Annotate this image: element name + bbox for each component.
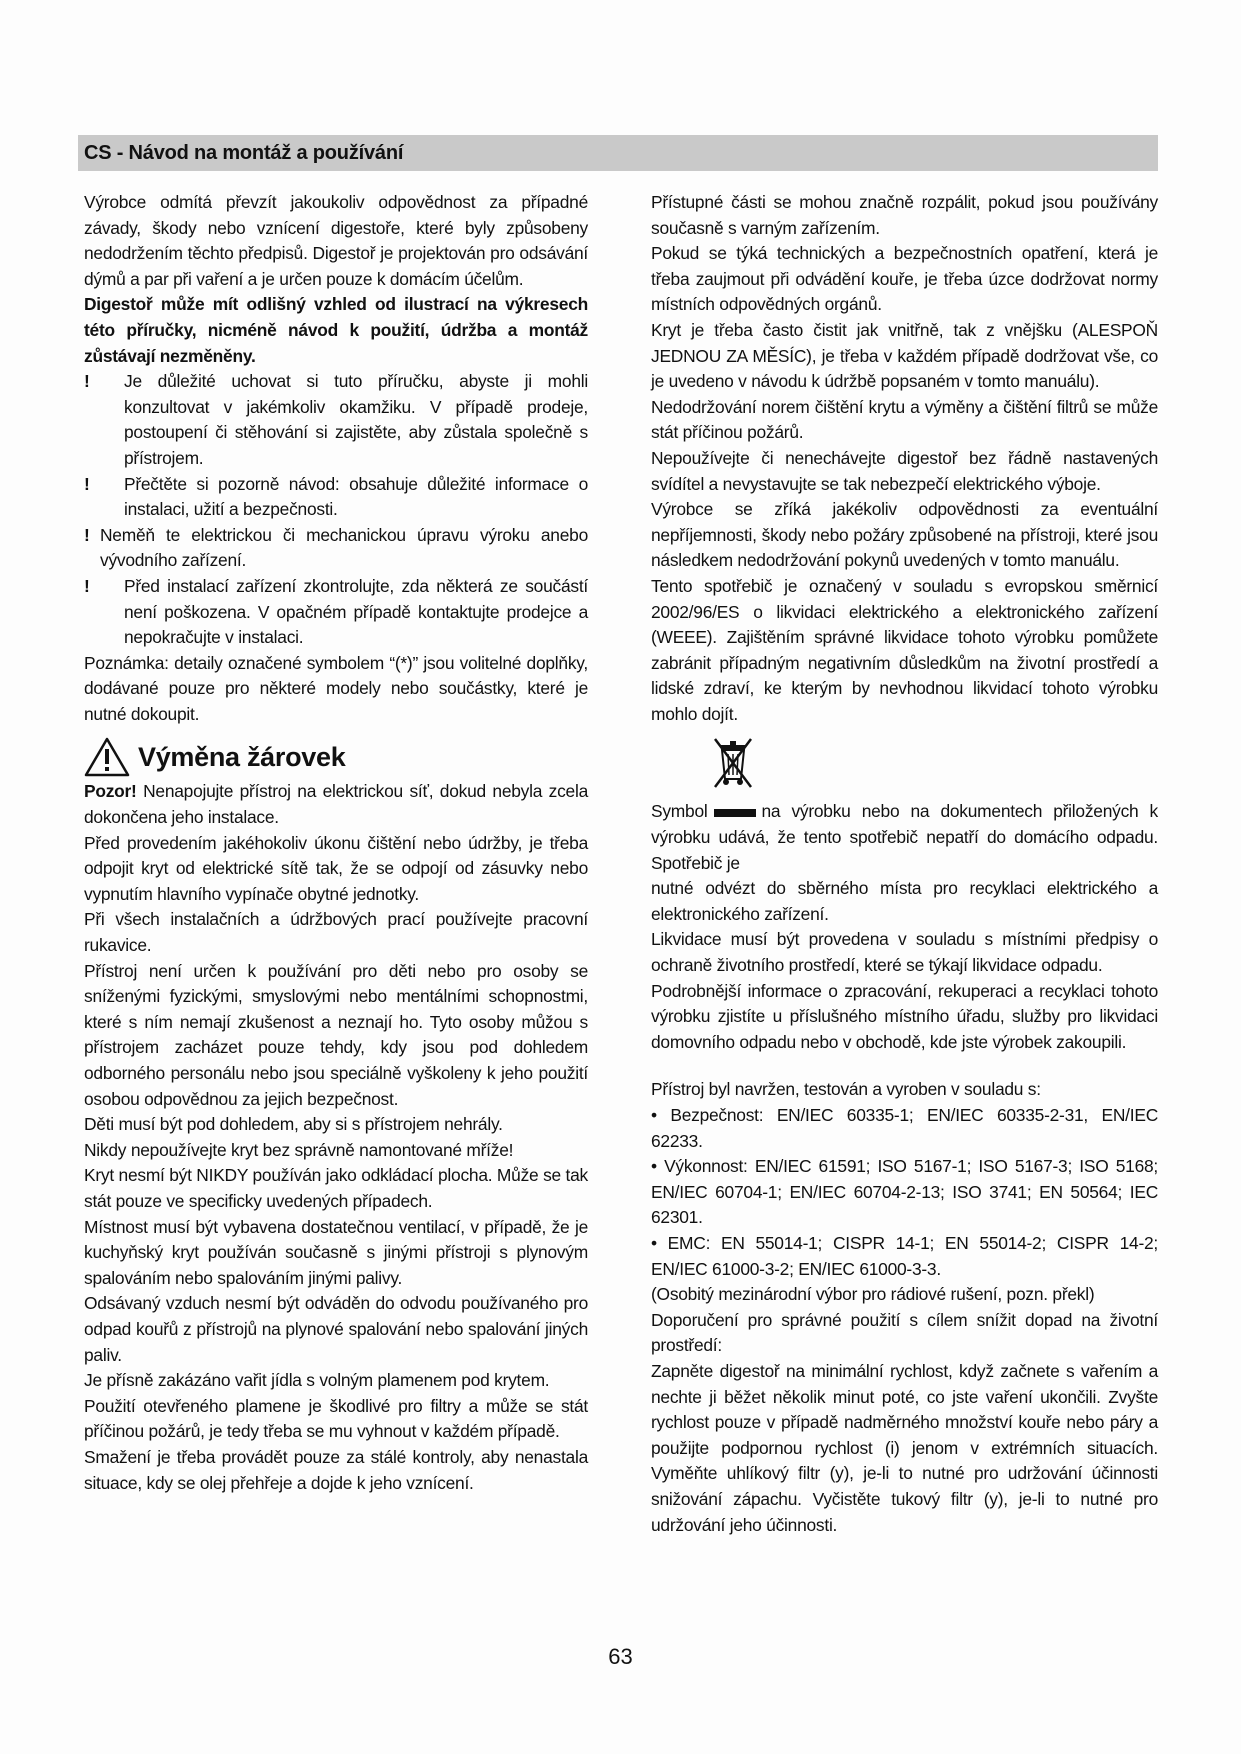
symbol-paragraph xyxy=(651,799,1158,876)
pozor-text: Nenapojujte přístroj na elektrickou síť, dokud nebyla zcela dokončena jeho instalace. xyxy=(84,781,588,828)
paragraph: Je přísně zakázáno vařit jídla s volným plamenem pod krytem. xyxy=(84,1370,550,1391)
bullet-text: Před instalací zařízení zkontrolujte, zda některá ze součástí není poškozena. V opačném případě kontaktujte prodejce a nepokračujte v instalaci. xyxy=(124,575,588,648)
paragraph: Kryt nesmí být NIKDY používán jako odkládací plocha. Může se tak stát pouze ve specificky uvedených případech. xyxy=(84,1165,588,1211)
spacer xyxy=(651,1055,1158,1077)
warning-bullet xyxy=(84,369,588,471)
paragraph: Nepoužívejte či nenechávejte digestoř bez řádně nastavených svídítel a nevystavujte se tak nebezpečí elektrického výboje. xyxy=(651,447,1158,494)
paragraph: Pokud se týká technických a bezpečnostních opatření, která je třeba zaujmout při odvádění kouře, je třeba úzce dodržovat normy místních odpovědných orgánů. xyxy=(651,243,1158,315)
standards-emc: • EMC: EN 55014-1; CISPR 14-1; EN 55014-2; CISPR 14-2; EN/IEC 61000-3-2; EN/IEC 61000-3-3. xyxy=(651,1232,1158,1279)
exclamation-mark: ! xyxy=(84,371,90,392)
section-title: Výměna žárovek xyxy=(138,741,346,772)
intro-paragraph: Výrobce odmítá převzít jakoukoliv odpovědnost za případné závady, škody nebo vznícení digestoře, které byly způsobeny nedodržením těchto předpisů. Digestoř je projektován pro odsávání dýmů a par při vaření a je určen pouze k domácím účelům. xyxy=(84,192,588,289)
exclamation-mark: ! xyxy=(84,575,90,596)
pozor-paragraph xyxy=(84,779,588,830)
eco-recommendation-title: Doporučení pro správné použití s cílem snížit dopad na životní prostředí: xyxy=(651,1309,1158,1356)
warning-bullet xyxy=(84,574,588,651)
symbol-text: na výrobku nebo na dokumentech přiložených k výrobku udává, že tento spotřebič nepatří do domácího odpadu. Spotřebič je xyxy=(651,801,1158,873)
warning-bullet xyxy=(84,472,588,523)
paragraph: Smažení je třeba provádět pouze za stálé kontroly, aby nenastala situace, kdy se olej přehřeje a dojde k jeho vznícení. xyxy=(84,1446,588,1493)
exclamation-mark: ! xyxy=(84,524,90,545)
right-column xyxy=(651,190,1158,1538)
standards-performance: • Výkonnost: EN/IEC 61591; ISO 5167-1; ISO 5167-3; ISO 5168; EN/IEC 60704-1; EN/IEC 60704-2-13; ISO 3741; EN 50564; IEC 62301. xyxy=(651,1156,1158,1228)
paragraph: Přístroj není určen k používání pro děti nebo pro osoby se sníženými fyzickými, smyslovými nebo mentálními schopnostmi, které s ním nemají zkušenost a neznají ho. Tyto osoby můžou s přístrojem zacházet pouze tehdy, kdy jsou pod dohledem odborného personálu nebo jsou speciálně vyškoleny k jeho použití osobou odpovědnou za jejich bezpečnost. xyxy=(84,960,588,1109)
paragraph: Nedodržování norem čištění krytu a výměny a čištění filtrů se může stát příčinou požárů. xyxy=(651,396,1158,443)
paragraph: Při všech instalačních a údržbových prací používejte pracovní rukavice. xyxy=(84,909,588,956)
pozor-label: Pozor! xyxy=(84,781,137,802)
symbol-label: Symbol xyxy=(651,801,708,822)
black-bar-symbol xyxy=(714,809,756,817)
paragraph: Místnost musí být vybavena dostatečnou ventilací, v případě, že je kuchyňský kryt používán současně s jinými přístroji s plynovým spalováním nebo spalováním jinými palivy. xyxy=(84,1216,588,1288)
optional-parts-note: Poznámka: detaily označené symbolem “(*)” jsou volitelné doplňky, dodávané pouze pro některé modely nebo součástky, které je nutné dokoupit. xyxy=(84,652,588,724)
weee-symbol-area xyxy=(651,727,1158,799)
left-column xyxy=(84,190,588,1496)
warning-bullet xyxy=(84,523,588,574)
paragraph: Nikdy nepoužívejte kryt bez správně namontované mříže! xyxy=(84,1139,514,1160)
exclamation-mark: ! xyxy=(84,473,90,494)
appearance-note: Digestoř může mít odlišný vzhled od ilustrací na výkresech této příručky, nicméně návod k použití, údržba a montáž zůstávají nezměněny. xyxy=(84,294,588,366)
paragraph: Přístupné části se mohou značně rozpálit, pokud jsou používány současně s varným zařízením. xyxy=(651,192,1158,238)
eco-recommendation-text: Zapněte digestoř na minimální rychlost, když začnete s vařením a nechte ji běžet několik minut poté, co jste vaření ukončili. Zvyšte rychlost pouze v případě nadměrného množství kouře nebo páry a použijte podpornou rychlost (i) jenom v extrémních situacích. Vyměňte uhlíkový filtr (y), je-li to nutné pro udržování účinnosti snižování zápachu. Vyčistěte tukový filtr (y), je-li to nutné pro udržování jeho účinnosti. xyxy=(651,1360,1158,1535)
bullet-text: Je důležité uchovat si tuto příručku, abyste ji mohli konzultovat v jakémkoliv okamžiku. V případě prodeje, postoupení či stěhování si zajistěte, aby zůstala společně s přístrojem. xyxy=(124,371,588,468)
compliance-intro: Přístroj byl navržen, testován a vyroben v souladu s: xyxy=(651,1079,1041,1100)
paragraph: Použití otevřeného plamene je škodlivé pro filtry a může se stát příčinou požárů, je tedy třeba se mu vyhnout v každém případě. xyxy=(84,1395,588,1442)
bullet-text: Přečtěte si pozorně návod: obsahuje důležité informace o instalaci, užití a bezpečnosti. xyxy=(124,473,588,520)
warning-triangle-icon xyxy=(84,737,130,777)
bulb-replacement-heading xyxy=(84,735,588,779)
paragraph: Kryt je třeba často čistit jak vnitřně, tak z vnějšku (ALESPOŇ JEDNOU ZA MĚSÍC), je třeba v každém případě dodržovat vše, co je uvedeno v návodu k údržbě popsaném v tomto manuálu). xyxy=(651,319,1158,392)
bullet-text: Neměň te elektrickou či mechanickou úpravu výroku anebo vývodního zařízení. xyxy=(100,524,588,571)
paragraph: Děti musí být pod dohledem, aby si s přístrojem nehrály. xyxy=(84,1114,503,1135)
weee-paragraph: Tento spotřebič je označený v souladu s evropskou směrnicí 2002/96/ES o likvidaci elektrického a elektronického zařízení (WEEE). Zajištěním správné likvidace tohoto výrobku pomůžete zabránit případným negativním důsledkům na životní prostředí a lidské zdraví, ke kterým by nevhodnou likvidací tohoto výrobku mohlo dojít. xyxy=(651,575,1158,724)
page-number: 63 xyxy=(608,1644,633,1669)
paragraph: Odsávaný vzduch nesmí být odváděn do odvodu používaného pro odpad kouřů z přístrojů na plynové spalování nebo spalování jiných paliv. xyxy=(84,1293,588,1365)
paragraph: Likvidace musí být provedena v souladu s místními předpisy o ochraně životního prostředí, které se týkají likvidace odpadu. xyxy=(651,929,1158,976)
paragraph: nutné odvézt do sběrného místa pro recyklaci elektrického a elektronického zařízení. xyxy=(651,878,1158,924)
paragraph: Před provedením jakéhokoliv úkonu čištění nebo údržby, je třeba odpojit kryt od elektrické sítě tak, že se odpojí od zásuvky nebo vypnutím hlavního vypínače obytné jednotky. xyxy=(84,832,588,904)
paragraph: Podrobnější informace o zpracování, rekuperaci a recyklaci tohoto výrobku zjistíte u příslušného místního úřadu, služby pro likvidaci domovního odpadu nebo v obchodě, kde jste výrobek zakoupili. xyxy=(651,980,1158,1052)
paragraph: Výrobce se zříká jakékoliv odpovědnosti za eventuální nepříjemnosti, škody nebo požáry způsobené na přístroji, které jsou následkem nedodržování pokynů uvedených v tomto manuálu. xyxy=(651,499,1158,571)
section-header: CS - Návod na montáž a používání xyxy=(78,135,1158,171)
translator-note: (Osobitý mezinárodní výbor pro rádiové rušení, pozn. překl) xyxy=(651,1284,1095,1305)
crossed-bin-icon xyxy=(711,735,755,791)
standards-safety: • Bezpečnost: EN/IEC 60335-1; EN/IEC 60335-2-31, EN/IEC 62233. xyxy=(651,1105,1158,1151)
